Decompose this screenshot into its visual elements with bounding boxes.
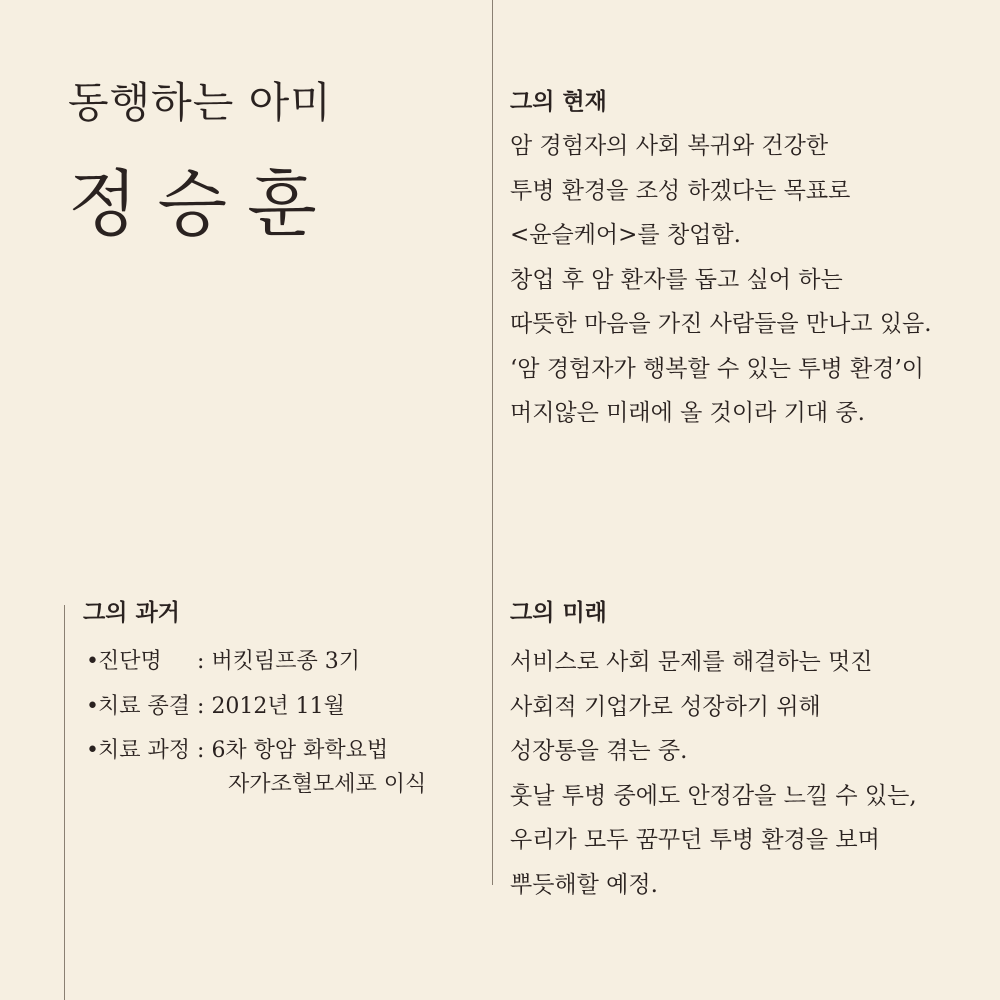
present-line: 투병 환경을 조성 하겠다는 목표로 (510, 177, 851, 204)
past-item-value: 버킷림프종 3기 (211, 649, 360, 674)
future-line: 뿌듯해할 예정. (510, 871, 658, 898)
center-divider (492, 0, 493, 885)
present-line: 암 경험자의 사회 복귀와 건강한 (510, 133, 829, 159)
past-item-diagnosis (86, 640, 388, 685)
future-line: 서비스로 사회 문제를 해결하는 멋진 (510, 649, 873, 675)
present-heading: 그의 현재 (510, 89, 607, 115)
future-paragraph (510, 640, 917, 907)
past-item-value: 2012년 11월 (211, 693, 345, 719)
past-heading: 그의 과거 (83, 600, 180, 626)
past-item-value: 6차 항암 화학요법 (211, 738, 389, 763)
future-line: 성장통을 겪는 중. (510, 738, 688, 764)
future-line: 사회적 기업가로 성장하기 위해 (510, 693, 821, 720)
subtitle: 동행하는 아미 (68, 78, 332, 127)
past-item-term: 진단명 (98, 649, 162, 674)
present-line: 창업 후 암 환자를 돕고 싶어 하는 (510, 266, 843, 293)
past-item-term: 치료 종결 (98, 693, 191, 719)
colon-separator: : (197, 649, 205, 674)
present-paragraph (510, 124, 932, 436)
past-item-continuation: 자가조혈모세포 이식 (228, 772, 427, 797)
past-item-term: 치료 과정 (98, 738, 191, 763)
past-list (86, 640, 388, 774)
bullet-icon: • (86, 693, 99, 719)
colon-separator: : (197, 693, 205, 719)
present-line: ‘암 경험자가 행복할 수 있는 투병 환경’이 (510, 355, 924, 382)
future-heading: 그의 미래 (510, 600, 607, 626)
future-line: 우리가 모두 꿈꾸던 투병 환경을 보며 (510, 827, 880, 853)
colon-separator: : (197, 738, 205, 763)
person-name: 정승훈 (68, 162, 337, 246)
bullet-icon: • (86, 649, 99, 674)
present-line: 따뜻한 마음을 가진 사람들을 만나고 있음. (510, 311, 932, 337)
future-line: 훗날 투병 중에도 안정감을 느낄 수 있는, (510, 782, 917, 809)
bullet-icon: • (86, 738, 99, 763)
left-divider (64, 605, 65, 1000)
present-line: 머지않은 미래에 올 것이라 기대 중. (510, 400, 865, 426)
past-item-treatment-end (86, 685, 388, 730)
present-line: <윤슬케어>를 창업함. (510, 222, 741, 248)
